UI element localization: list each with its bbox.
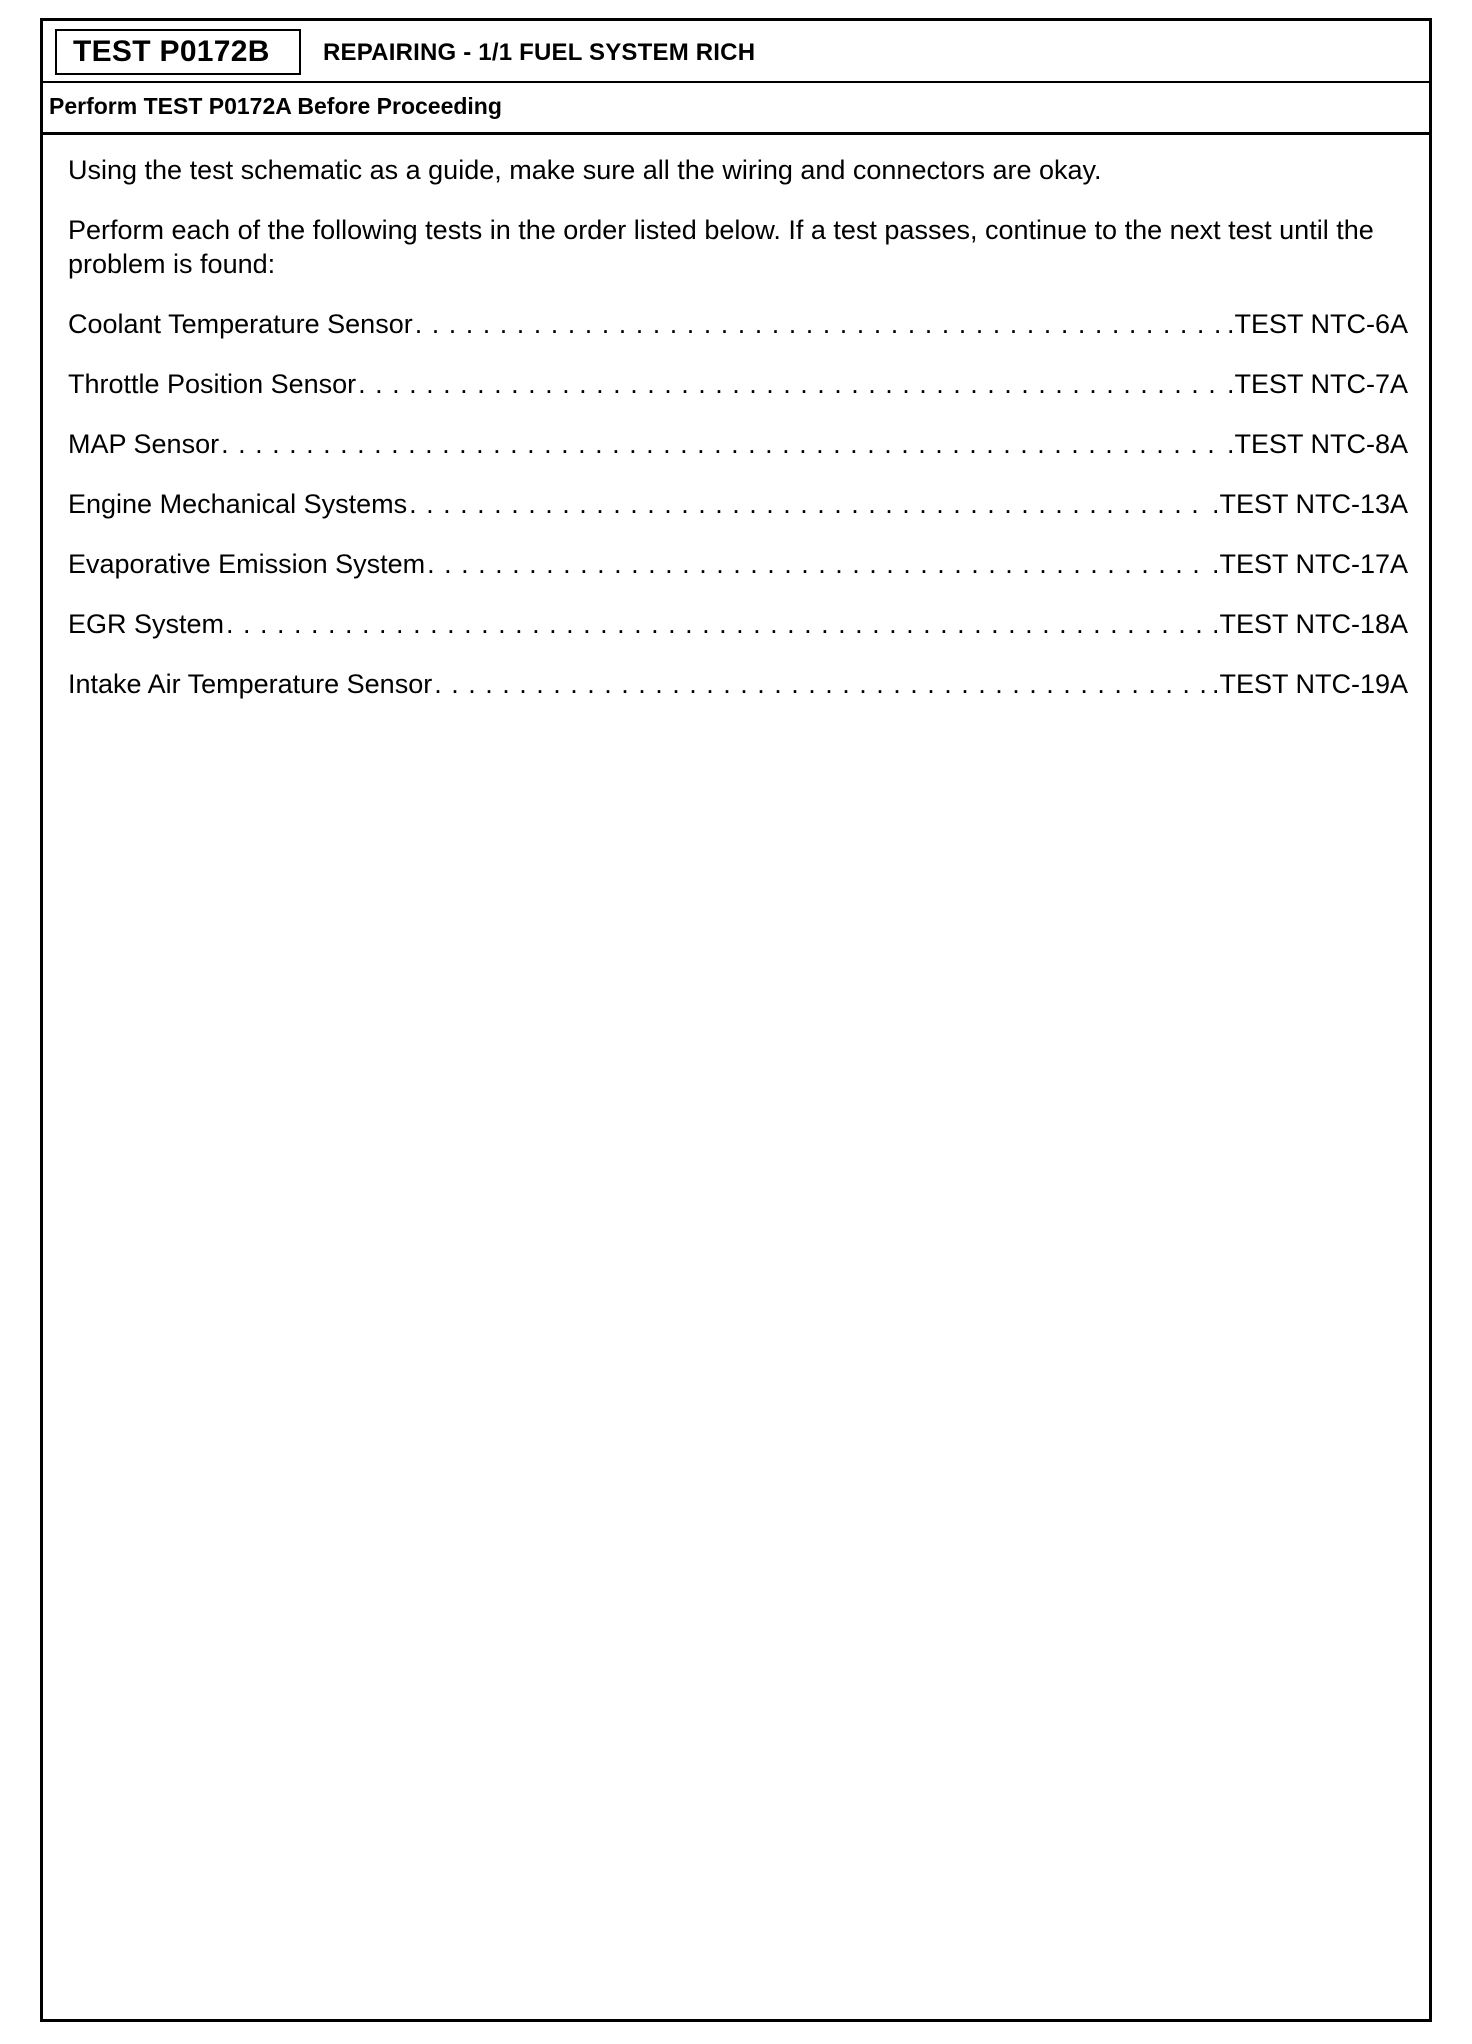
- test-list-item: [68, 667, 1408, 727]
- test-reference: .TEST NTC-17A: [1211, 549, 1408, 579]
- dot-leader: [226, 607, 1210, 641]
- test-reference: .TEST NTC-6A: [1226, 309, 1408, 339]
- test-list-item: [68, 547, 1408, 607]
- dot-leader: [358, 367, 1225, 401]
- test-list-item: [68, 607, 1408, 667]
- procedure-frame: [40, 18, 1432, 2022]
- test-list-item: [68, 487, 1408, 547]
- test-list-item: [68, 427, 1408, 487]
- test-name: Evaporative Emission System: [68, 549, 426, 579]
- test-name: Intake Air Temperature Sensor: [68, 669, 433, 699]
- test-name: Throttle Position Sensor: [68, 369, 357, 399]
- header-row: [43, 21, 1429, 83]
- intro-paragraph: Using the test schematic as a guide, make sure all the wiring and connectors are okay.: [68, 155, 1102, 185]
- test-reference: .TEST NTC-19A: [1211, 669, 1408, 699]
- test-reference: .TEST NTC-8A: [1226, 429, 1408, 459]
- test-list: [68, 307, 1408, 727]
- test-list-item: [68, 307, 1408, 367]
- dot-leader: [415, 307, 1225, 341]
- instruction-paragraph: Perform each of the following tests in the order listed below. If a test passes, continue to the next test until the problem is found:: [68, 215, 1374, 279]
- prerequisite-note: Perform TEST P0172A Before Proceeding: [43, 83, 1429, 135]
- test-list-item: [68, 367, 1408, 427]
- dot-leader: [434, 667, 1210, 701]
- dot-leader: [409, 487, 1210, 521]
- dot-leader: [221, 427, 1225, 461]
- test-name: MAP Sensor: [68, 429, 220, 459]
- test-name: Coolant Temperature Sensor: [68, 309, 413, 339]
- test-name: EGR System: [68, 609, 225, 639]
- test-reference: .TEST NTC-7A: [1226, 369, 1408, 399]
- test-reference: .TEST NTC-13A: [1211, 489, 1408, 519]
- procedure-title: REPAIRING - 1/1 FUEL SYSTEM RICH: [323, 39, 756, 66]
- test-name: Engine Mechanical Systems: [68, 489, 408, 519]
- dot-leader: [427, 547, 1210, 581]
- test-id-label: TEST P0172B: [55, 29, 301, 75]
- test-reference: .TEST NTC-18A: [1211, 609, 1408, 639]
